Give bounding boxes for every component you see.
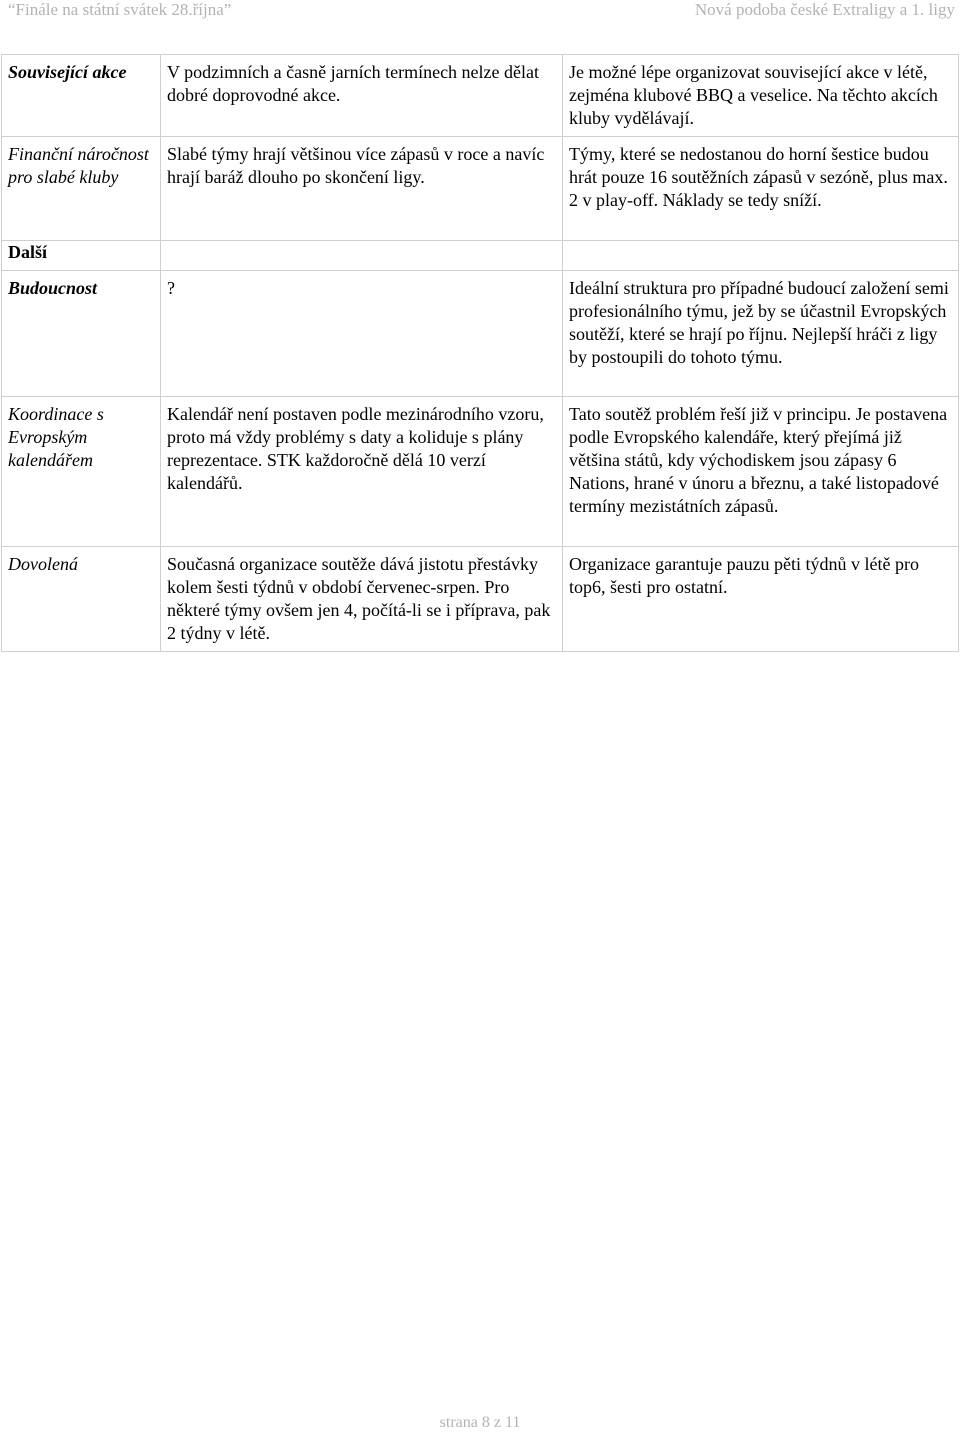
table-row (2, 137, 959, 241)
current-state-cell: Slabé týmy hrají většinou více zápasů v roce a navíc hrají baráž dlouho po skončení ligy. (161, 137, 563, 241)
empty-cell (161, 241, 563, 271)
row-label: Související akce (2, 55, 161, 137)
proposed-state-cell: Ideální struktura pro případné budoucí založení semi profesionálního týmu, jež by se účastnil Evropských soutěží, které se hrají po říjnu. Nejlepší hráči z ligy by postoupili do tohoto týmu. (563, 271, 959, 397)
table-row (2, 397, 959, 547)
proposed-state-cell: Je možné lépe organizovat související akce v létě, zejména klubové BBQ a veselice. Na těchto akcích kluby vydělávají. (563, 55, 959, 137)
current-state-cell: Kalendář není postaven podle mezinárodního vzoru, proto má vždy problémy s daty a koliduje s plány reprezentace. STK každoročně dělá 10 verzí kalendářů. (161, 397, 563, 547)
row-label: Finanční náročnost pro slabé kluby (2, 137, 161, 241)
empty-cell (563, 241, 959, 271)
section-row (2, 241, 959, 271)
current-state-cell: V podzimních a časně jarních termínech nelze dělat dobré doprovodné akce. (161, 55, 563, 137)
comparison-table (1, 54, 959, 652)
current-state-cell: ? (161, 271, 563, 397)
table-row (2, 55, 959, 137)
proposed-state-cell: Tato soutěž problém řeší již v principu. Je postavena podle Evropského kalendáře, který přejímá již většina států, kdy východiskem jsou zápasy 6 Nations, hrané v únoru a březnu, a také listopadové termíny mezistátních zápasů. (563, 397, 959, 547)
header-section-title: Nová podoba české Extraligy a 1. ligy (694, 0, 955, 19)
table-row (2, 547, 959, 652)
header-document-title: “Finále na státní svátek 28.října” (8, 0, 232, 19)
row-label: Budoucnost (2, 271, 161, 397)
table-row (2, 271, 959, 397)
proposed-state-cell: Týmy, které se nedostanou do horní šestice budou hrát pouze 16 soutěžních zápasů v sezóně, plus max. 2 v play-off. Náklady se tedy sníží. (563, 137, 959, 241)
section-heading: Další (2, 241, 161, 271)
row-label: Koordinace s Evropským kalendářem (2, 397, 161, 547)
page-number: strana 8 z 11 (439, 1414, 521, 1431)
row-label: Dovolená (2, 547, 161, 652)
page-header (0, 0, 960, 24)
proposed-state-cell: Organizace garantuje pauzu pěti týdnů v létě pro top6, šesti pro ostatní. (563, 547, 959, 652)
current-state-cell: Současná organizace soutěže dává jistotu přestávky kolem šesti týdnů v období červenec-srpen. Pro některé týmy ovšem jen 4, počítá-li se i příprava, pak 2 týdny v létě. (161, 547, 563, 652)
